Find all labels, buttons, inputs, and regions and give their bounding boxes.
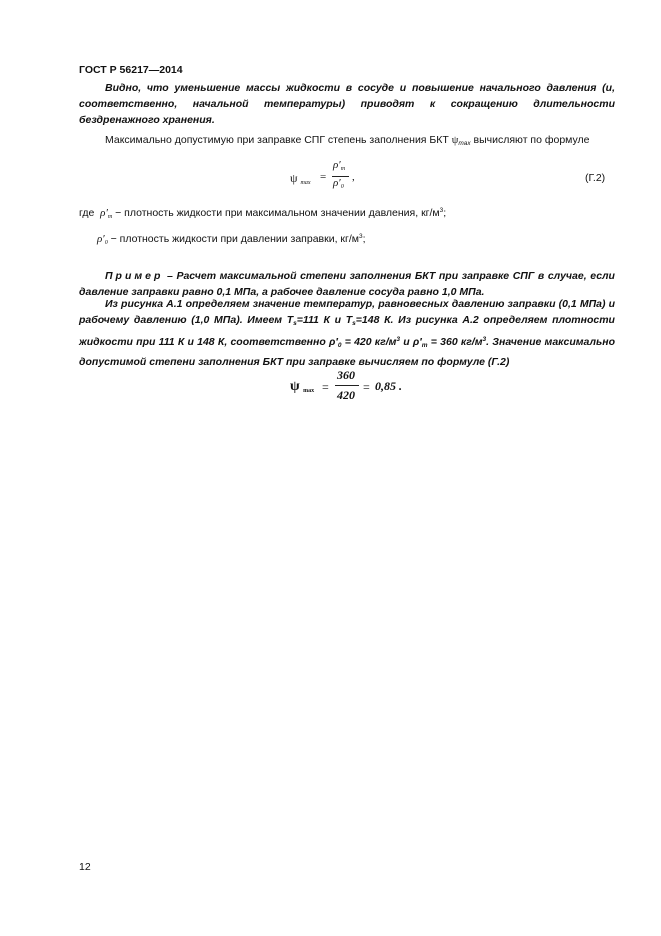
definition-end: ;: [443, 207, 447, 219]
psi-symbol: ψ: [451, 135, 459, 146]
formula-denominator-sub: 0: [340, 184, 344, 190]
formula-psi: [290, 171, 311, 186]
formula-g2: [290, 161, 370, 195]
calc-psi-symbol: ψ: [290, 379, 300, 394]
definition-symbol-rho: ρ′: [100, 207, 108, 219]
definition-symbol-rho: ρ′: [97, 233, 105, 245]
intro-text-after: вычисляют по формуле: [470, 134, 590, 146]
calc-denominator: 420: [337, 388, 355, 402]
calc-psi-sub: max: [303, 388, 315, 394]
formula-numerator-sub: m: [340, 166, 346, 172]
example-text-e: и ρ′: [400, 336, 422, 348]
formula-numerator-symbol: ρ′: [333, 159, 341, 171]
example-text-d: = 420 кг/м: [341, 336, 397, 348]
page-number: 12: [79, 861, 91, 873]
example-paragraph-2: [79, 296, 615, 370]
definition-symbol: [97, 233, 108, 245]
definition-prefix: где: [79, 207, 95, 219]
psi-subscript: max: [458, 140, 471, 147]
formula-calculation: [290, 368, 420, 408]
formula-comma: ,: [352, 171, 355, 183]
example-sup-2: 3: [482, 336, 487, 343]
definition-text: − плотность жидкости при давлении заправки, кг/м: [107, 233, 359, 245]
calc-equals: =: [322, 380, 329, 394]
paragraph-formula-intro: [79, 132, 615, 152]
definition-sup: 3: [439, 207, 444, 214]
example-dash: –: [163, 270, 177, 282]
definition-rho-0: [97, 233, 366, 246]
example-sub-ts1: s: [293, 320, 297, 327]
calc-fraction-bar: [335, 385, 359, 386]
calc-numerator: 360: [337, 368, 355, 382]
example-text-a: Из рисунка А.1 определяем значение температур, равновесных давлению заправки (0,1 МПа) и рабочему давлению (1,0 МПа). Имеем T: [79, 298, 615, 326]
definition-symbol-sub: m: [107, 214, 113, 220]
formula-denominator-symbol: ρ′: [333, 177, 341, 189]
example-line1: Расчет максимальной степени заполнения БКТ при заправке СПГ в случае, если давление заправки равно 0,1 МПа, а рабочее давление сосуда равно 1,0 МПа.: [79, 270, 615, 298]
formula-denominator: [333, 177, 344, 190]
example-sub-rho0: 0: [337, 342, 342, 349]
example-sub-rhom: m: [421, 342, 428, 349]
calc-psi: [290, 379, 314, 395]
formula-numerator: [333, 159, 345, 172]
example-sub-ts2: s: [352, 320, 356, 327]
definition-symbol-sub: 0: [104, 240, 108, 246]
definition-text: − плотность жидкости при максимальном значении давления, кг/м: [112, 207, 440, 219]
formula-psi-sub: max: [300, 180, 311, 186]
calc-equals-2: =: [363, 380, 370, 394]
definition-symbol: [100, 207, 112, 219]
document-header: ГОСТ Р 56217—2014: [79, 64, 183, 76]
example-text-c: =148 К. Из рисунка А.2 определяем плотности жидкости при 111 К и 148 К, соответственно ρ′: [79, 314, 615, 348]
definition-sup: 3: [358, 233, 363, 240]
definition-rho-m: [79, 207, 446, 220]
example-label: Пример: [105, 270, 164, 282]
paragraph-conclusion: Видно, что уменьшение массы жидкости в сосуде и повышение начального давления (и, соответственно, начальной температуры) приводят к сокращению длительности бездренажного хранения.: [79, 82, 615, 126]
formula-psi-symbol: ψ: [290, 171, 298, 185]
definition-end: ;: [362, 233, 366, 245]
equation-number: (Г.2): [585, 172, 606, 184]
intro-text-before: Максимально допустимую при заправке СПГ степень заполнения БКТ: [105, 134, 452, 146]
example-sup-1: 3: [396, 336, 401, 343]
example-text-b: =111 К и T: [296, 314, 353, 326]
calc-result: 0,85 .: [375, 379, 402, 393]
formula-equals: =: [320, 171, 327, 183]
example-text-f: = 360 кг/м: [427, 336, 483, 348]
example-text-g: . Значение максимально допустимой степени заполнения БКТ при заправке вычисляем по формуле (Г.2): [79, 336, 615, 368]
